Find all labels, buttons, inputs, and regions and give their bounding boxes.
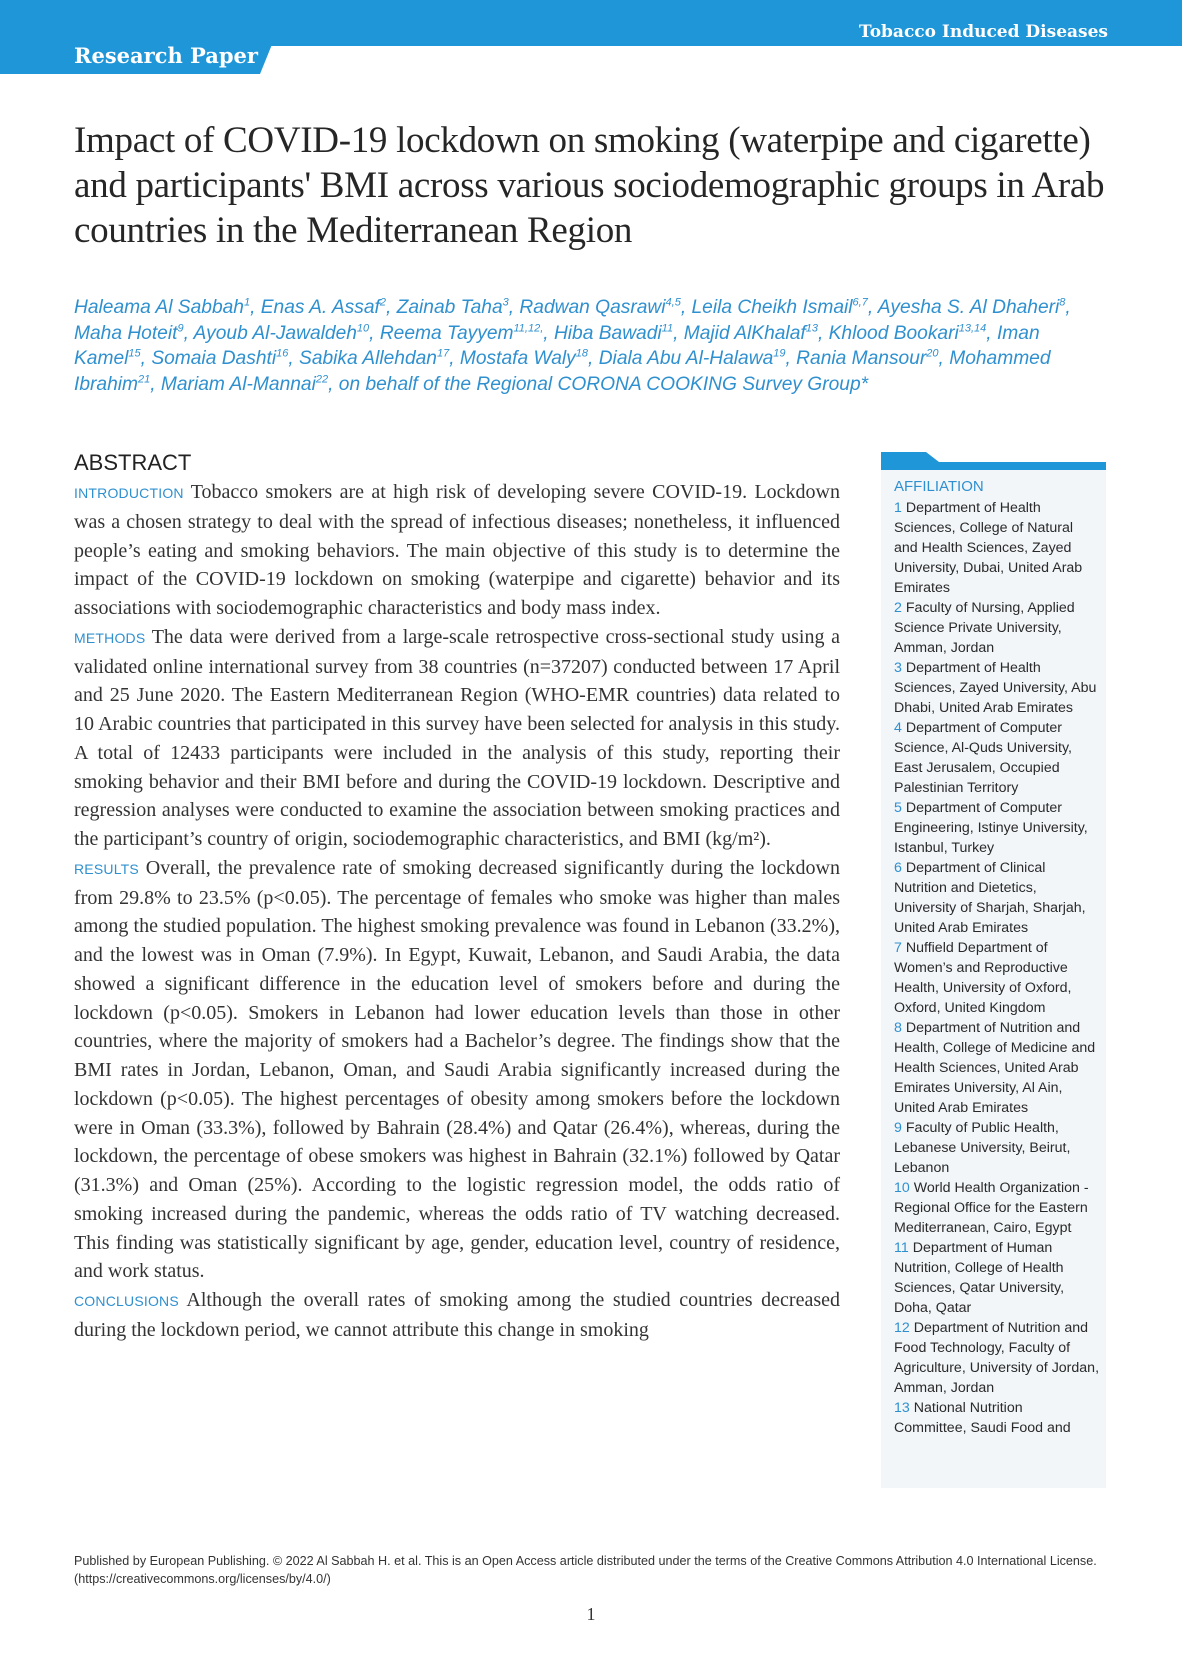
journal-name: Tobacco Induced Diseases <box>859 22 1108 42</box>
author-name: Radwan Qasrawi <box>519 297 666 318</box>
author-affiliation-ref: 18 <box>575 347 589 360</box>
author-affiliation-ref: 15 <box>128 347 141 360</box>
affiliation-item <box>894 1238 1099 1318</box>
abstract-section-introduction <box>74 478 840 623</box>
article-title: Impact of COVID-19 lockdown on smoking (waterpipe and cigarette) and participants' BMI across various sociodemographic groups in Arab countries in the Mediterranean Region <box>74 120 1105 251</box>
author-name: Ayesha S. Al Dhaheri <box>877 297 1060 318</box>
abstract-section-text: The data were derived from a large-scale retrospective cross-sectional study using a validated online international survey from 38 countries (n=37207) conducted between 17 April and 25 June 2020. The Eastern Mediterranean Region (WHO-EMR countries) data related to 10 Arabic countries that participated in this survey have been selected for analysis in this study. A total of 12433 participants were included in the analysis of this study, reporting their smoking behavior and their BMI before and during the COVID-19 lockdown. Descriptive and regression analyses were conducted to examine the association between smoking practices and the participant’s country of origin, sociodemographic characteristics, and BMI (kg/m²). <box>74 625 840 850</box>
affiliation-number: 9 <box>894 1120 902 1136</box>
author-name: Enas A. Assaf <box>260 297 380 318</box>
affiliation-text: Department of Nutrition and Health, College of Medicine and Health Sciences, United Arab Emirates University, Al Ain, United Arab Emirates <box>894 1020 1096 1116</box>
abstract-section-conclusions <box>74 1286 840 1345</box>
affiliation-item <box>894 1178 1099 1238</box>
affiliation-text: National Nutrition Committee, Saudi Food and <box>894 1400 1071 1436</box>
affiliation-text: Department of Clinical Nutrition and Dietetics, University of Sharjah, Sharjah, United Arab Emirates <box>894 860 1086 936</box>
author-group-note: , on behalf of the Regional CORONA COOKING Survey Group* <box>328 373 869 395</box>
abstract-section-text: Tobacco smokers are at high risk of developing severe COVID-19. Lockdown was a chosen strategy to deal with the spread of infectious diseases; nonetheless, it influenced people’s eating and smoking behaviors. The main objective of this study is to determine the impact of the COVID-19 lockdown on smoking (waterpipe and cigarette) behavior and its associations with sociodemographic characteristics and body mass index. <box>74 481 840 619</box>
author-affiliation-ref: 4,5 <box>665 296 681 309</box>
affiliation-number: 1 <box>894 500 902 516</box>
author-name: Rania Mansour <box>796 348 927 369</box>
author-name: Hiba Bawadi <box>553 322 662 344</box>
author-name: Sabika Allehdan <box>299 348 437 369</box>
author-name: Mostafa Waly <box>459 348 576 369</box>
author-affiliation-ref: 3 <box>502 296 509 309</box>
abstract-section-label: CONCLUSIONS <box>74 1293 179 1309</box>
abstract-section-label: INTRODUCTION <box>74 485 184 501</box>
affiliation-item <box>894 938 1099 1018</box>
affiliation-item <box>894 1118 1099 1178</box>
author-affiliation-ref: 13 <box>805 322 818 335</box>
abstract-section-results <box>74 854 840 1286</box>
author-name: Reema Tayyem <box>379 322 514 344</box>
affiliation-number: 10 <box>894 1180 910 1196</box>
affiliation-item <box>894 598 1099 658</box>
author-affiliation-ref: 2 <box>379 296 386 309</box>
author-name: Leila Cheikh Ismail <box>691 297 853 318</box>
author-name: Majid AlKhalaf <box>683 322 806 344</box>
author-affiliation-ref: 11,12, <box>513 322 544 335</box>
affiliation-item <box>894 798 1099 858</box>
affiliation-text: Faculty of Nursing, Applied Science Private University, Amman, Jordan <box>894 600 1075 656</box>
author-name: Mohammed Ibrahim <box>74 348 1051 395</box>
author-affiliation-ref: 10 <box>356 322 370 335</box>
author-name: Zainab Taha <box>396 297 503 318</box>
abstract-body <box>74 478 840 1345</box>
affiliation-text: Nuffield Department of Women’s and Reproductive Health, University of Oxford, Oxford, United Kingdom <box>894 940 1072 1016</box>
author-affiliation-ref: 19 <box>773 347 786 360</box>
paper-type-label: Research Paper <box>74 43 258 68</box>
author-name: Khlood Bookari <box>828 322 959 344</box>
author-affiliation-ref: 21 <box>137 373 151 386</box>
affiliation-tab-shape <box>881 452 1106 470</box>
author-name: Mariam Al-Mannai <box>160 373 316 395</box>
abstract-section-methods <box>74 623 840 854</box>
affiliation-number: 7 <box>894 940 902 956</box>
abstract-section-text: Although the overall rates of smoking among the studied countries decreased during the lockdown period, we cannot attribute this change in smoking <box>74 1289 840 1341</box>
abstract-heading: ABSTRACT <box>74 450 192 475</box>
author-affiliation-ref: 11 <box>661 322 674 335</box>
affiliation-item <box>894 1398 1099 1438</box>
author-name: Diala Abu Al-Halawa <box>598 348 774 369</box>
affiliation-text: Department of Computer Engineering, Istinye University, Istanbul, Turkey <box>894 800 1088 856</box>
author-affiliation-ref: 16 <box>276 347 289 360</box>
affiliation-list <box>894 498 1099 1438</box>
author-name: Ayoub Al-Jawaldeh <box>193 322 357 344</box>
affiliation-number: 3 <box>894 660 902 676</box>
author-list: Haleama Al Sabbah$^1$, Enas A. Assaf$^2$, Zainab Taha$^3$, Radwan Qasrawi$^{4,5}$, Leila Cheikh Ismail$^{6,7}$, Ayesha S. Al Dhaheri$^8$, Maha Hoteit$^9$, Ayoub Al-Jawaldeh$^{10}$, Reema Tayyem$^{11,12,}$, Hiba Bawadi$^{11}$, Majid AlKhalaf$^{13}$, Khlood Bookari$^{13,14}$, Iman Kamel$^{15}$, Somaia Dashti$^{16}$, Sabika Allehdan$^{17}$, Mostafa Waly$^{18}$, Diala Abu Al-Halawa$^{19}$, Rania Mansour$^{20}$, Mohammed Ibrahim$^{21}$, Mariam Al-Mannai$^{22}$, on behalf of the Regional CORONA COOKING Survey Group* <box>74 296 1071 395</box>
author-affiliation-ref: 8 <box>1059 296 1066 309</box>
affiliation-text: World Health Organization - Regional Office for the Eastern Mediterranean, Cairo, Egypt <box>894 1180 1089 1236</box>
affiliation-number: 5 <box>894 800 902 816</box>
affiliation-text: Department of Health Sciences, Zayed University, Abu Dhabi, United Arab Emirates <box>894 660 1097 716</box>
author-name: Haleama Al Sabbah <box>74 297 244 318</box>
affiliation-item <box>894 658 1099 718</box>
author-affiliation-ref: 17 <box>436 347 450 360</box>
author-name: Maha Hoteit <box>74 322 178 344</box>
affiliation-item <box>894 718 1099 798</box>
affiliation-number: 11 <box>894 1240 909 1256</box>
affiliation-number: 13 <box>894 1400 910 1416</box>
affiliation-text: Department of Computer Science, Al-Quds University, East Jerusalem, Occupied Palestinian Territory <box>894 720 1072 796</box>
affiliation-item <box>894 1318 1099 1398</box>
author-affiliation-ref: 20 <box>926 347 939 360</box>
affiliation-text: Department of Health Sciences, College of Natural and Health Sciences, Zayed University, Dubai, United Arab Emirates <box>894 500 1083 596</box>
affiliation-item <box>894 858 1099 938</box>
author-affiliation-ref: 1 <box>243 296 251 309</box>
affiliation-text: Faculty of Public Health, Lebanese University, Beirut, Lebanon <box>894 1120 1071 1176</box>
author-name: Iman Kamel <box>74 322 1040 369</box>
affiliation-number: 6 <box>894 860 902 876</box>
page-number: 1 <box>586 1604 596 1624</box>
affiliation-item <box>894 1018 1099 1118</box>
affiliation-item <box>894 498 1099 598</box>
author-affiliation-ref: 13,14 <box>958 322 987 335</box>
affiliation-panel-tab <box>881 452 1106 470</box>
affiliation-text: Department of Nutrition and Food Technology, Faculty of Agriculture, University of Jordan, Amman, Jordan <box>894 1320 1100 1396</box>
affiliation-number: 4 <box>894 720 902 736</box>
affiliation-number: 8 <box>894 1020 902 1036</box>
affiliation-number: 2 <box>894 600 902 616</box>
abstract-section-label: RESULTS <box>74 860 139 877</box>
abstract-section-text: Overall, the prevalence rate of smoking decreased significantly during the lockdown from 29.8% to 23.5% (p<0.05). The percentage of females who smoke was higher than males among the studied population. The highest smoking prevalence was found in Lebanon (33.2%), and the lowest was in Oman (7.9%). In Egypt, Kuwait, Lebanon, and Saudi Arabia, the data showed a significant difference in the education level of smokers before and during the lockdown (p<0.05). Smokers in Lebanon had lower education levels than those in other countries, where the majority of smokers had a Bachelor’s degree. The findings show that the BMI rates in Jordan, Lebanon, Oman, and Saudi Arabia significantly increased during the lockdown (p<0.05). The highest percentages of obesity among smokers before the lockdown were in Oman (33.3%), followed by Bahrain (28.4%) and Qatar (26.4%), whereas, during the lockdown, the percentage of obese smokers was highest in Bahrain (32.1%) followed by Qatar (31.3%) and Oman (25%). According to the logistic regression model, the odds ratio of smoking increased during the pandemic, whereas the odds ratio of TV watching decreased. This finding was statistically significant by age, gender, education level, country of residence, and work status. <box>74 856 841 1283</box>
license-notice: Published by European Publishing. © 2022 Al Sabbah H. et al. This is an Open Access article distributed under the terms of the Creative Commons Attribution 4.0 International License. (https://creativecommons.org/licenses/by/4.0/) <box>74 1554 1097 1586</box>
author-affiliation-ref: 6,7 <box>852 296 868 309</box>
affiliation-number: 12 <box>894 1320 910 1336</box>
affiliation-text: Department of Human Nutrition, College of Health Sciences, Qatar University, Doha, Qatar <box>894 1240 1065 1316</box>
author-affiliation-ref: 9 <box>177 322 184 335</box>
author-name: Somaia Dashti <box>151 348 277 369</box>
author-affiliation-ref: 22 <box>315 373 329 386</box>
affiliation-heading: AFFILIATION <box>894 478 984 495</box>
abstract-section-label: METHODS <box>74 629 146 646</box>
